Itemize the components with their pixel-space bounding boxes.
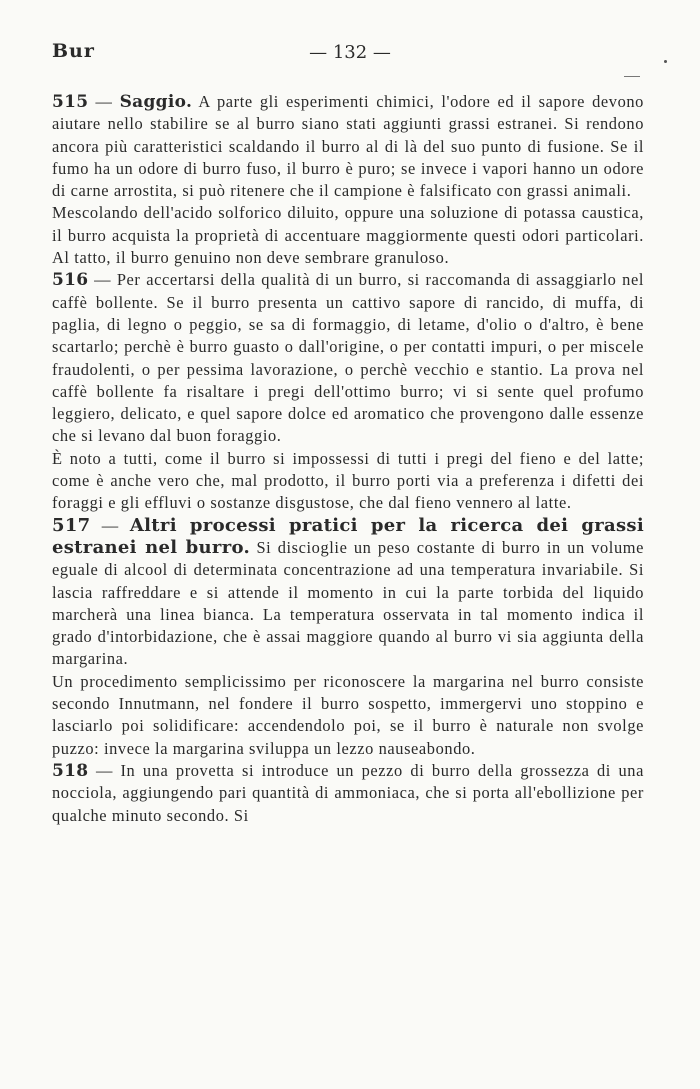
section-515	[52, 91, 644, 202]
section-text: A parte gli esperimenti chimici, l'odore ed il sapore devono aiutare nello stabilire se al burro siano stati aggiunti grassi estranei. Si rendono ancora più caratteristici scaldando il burro al di là del suo punto di fusione. Se il fumo ha un odore di burro fuso, il burro è puro; se invece i vapori hanno un odore di carne arrostita, si può ritenere che il campione è falsificato con grassi animali.	[52, 92, 644, 201]
page-body	[52, 91, 644, 827]
section-number: 516	[52, 270, 89, 291]
section-518	[52, 760, 644, 827]
running-title: Bur	[52, 40, 95, 62]
section-dash: —	[88, 760, 121, 780]
section-dash: —	[90, 515, 130, 535]
header-rule	[624, 76, 640, 77]
section-title: Altri processi pratici per la ricerca dei grassi estranei nel burro.	[52, 514, 644, 558]
section-text: In una provetta si introduce un pezzo di burro della grossezza di una nocciola, aggiungendo pari quantità di ammoniaca, che si porta all'ebollizione per qualche minuto secondo. Si	[52, 760, 644, 825]
page-number: — 132 —	[309, 42, 391, 63]
paragraph: Mescolando dell'acido solforico diluito, oppure una soluzione di potassa caustica, il burro acquista la proprietà di accentuare maggiormente questi odori particolari. Al tatto, il burro genuino non deve sembrare granuloso.	[52, 203, 644, 268]
section-number: 517	[52, 514, 91, 536]
section-517	[52, 515, 644, 671]
margin-speck	[664, 60, 667, 63]
section-516	[52, 269, 644, 447]
page-header	[52, 40, 648, 68]
paragraph: Un procedimento semplicissimo per riconoscere la margarina nel burro consiste secondo Innutmann, nel fondere il burro sospetto, immergervi uno stoppino e lasciarlo poi solidificare: accendendolo poi, se il burro è naturale non svolge puzzo: invece la margarina sviluppa un lezzo nauseabondo.	[52, 671, 644, 758]
section-title: Saggio.	[119, 92, 193, 112]
section-number: 518	[52, 760, 89, 781]
section-text: Si discioglie un peso costante di burro in un volume eguale di alcool di determinata concentrazione ad una temperatura invariabile. Si lascia raffreddare e si attende il momento in cui la parte torbida del liquido marcherà una linea bianca. La temperatura osservata in tal momento indica il grado d'intorbidazione, che è assai maggiore quando al burro vi sia aggiunta della margarina.	[52, 537, 644, 669]
paragraph: È noto a tutti, come il burro si impossessi di tutti i pregi del fieno e del latte; come è anche vero che, mal prodotto, il burro porti via a preferenza i difetti dei foraggi e gli effluvi o sostanze disgustose, che dal fieno vennero al latte.	[52, 448, 644, 513]
section-dash: —	[88, 270, 117, 290]
section-dash: —	[88, 92, 120, 111]
section-text: Per accertarsi della qualità di un burro, si raccomanda di assaggiarlo nel caffè bollente. Se il burro presenta un cattivo sapore di rancido, di muffa, di paglia, di legno o peggio, se sa di formaggio, di letame, d'olio o d'altro, è bene scartarlo; perchè è burro guasto o dall'origine, o per contatti impuri, o per miscele fraudolenti, o per pessima lavorazione, o perchè vecchio e stantio. La prova nel caffè bollente fa risaltare i pregi dell'ottimo burro; vi si sente quel profumo leggiero, delicato, e quel sapore dolce ed aromatico che provengono dalle essenze che si levano dal buon foraggio.	[52, 270, 644, 446]
section-number: 515	[52, 92, 89, 112]
